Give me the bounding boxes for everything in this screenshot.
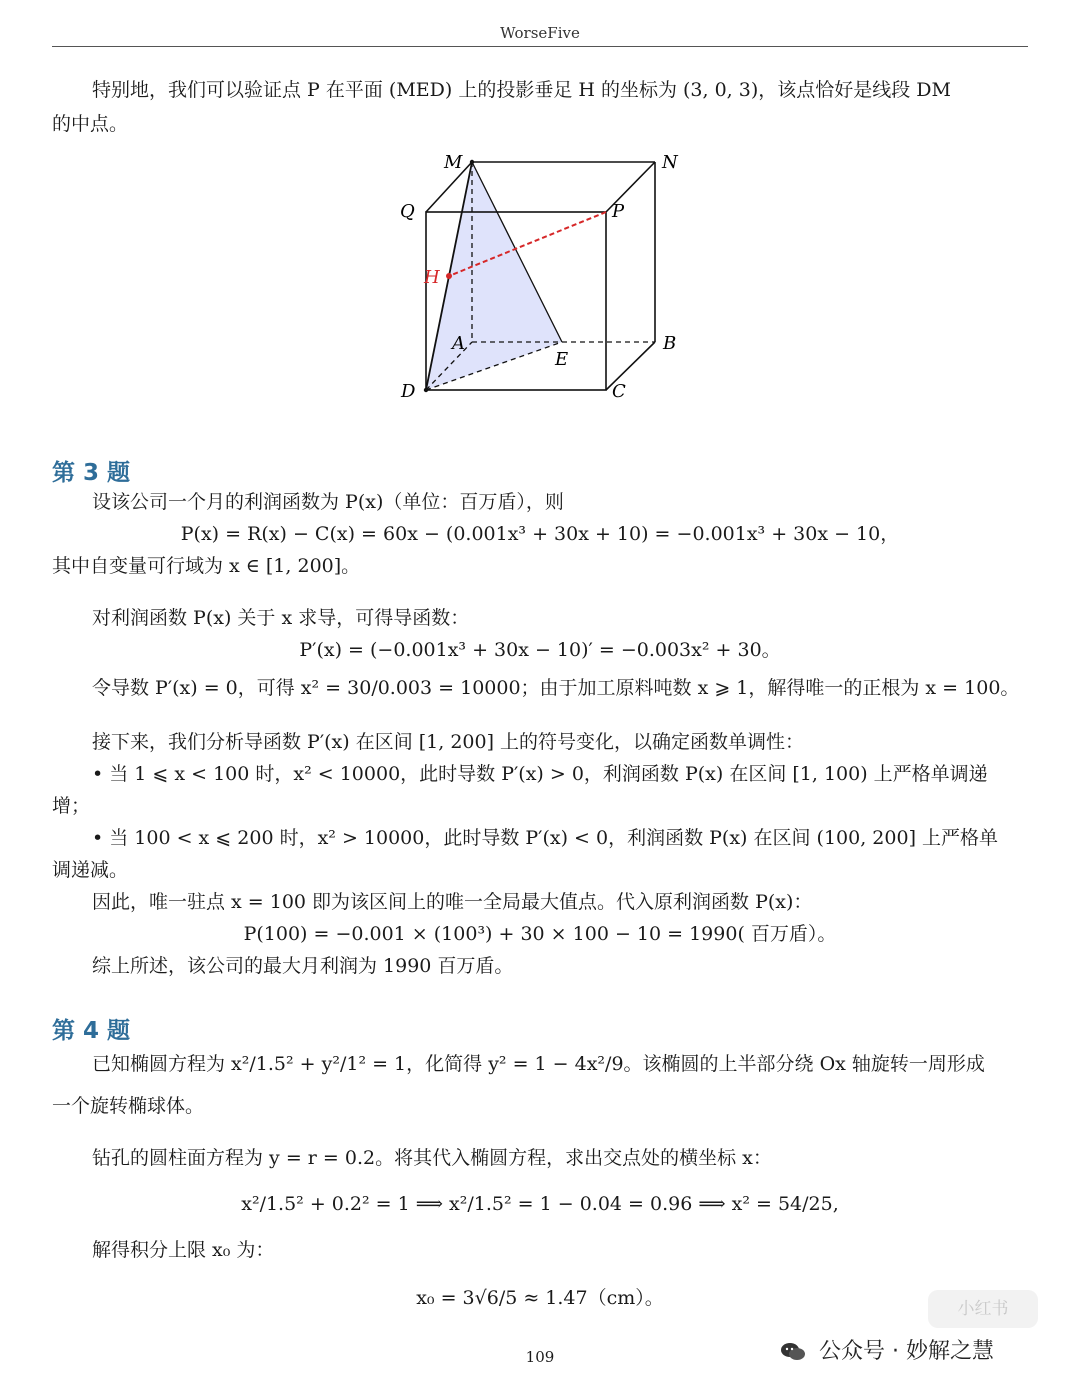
intro-line-1: 特别地，我们可以验证点 P 在平面 (MED) 上的投影垂足 H 的坐标为 (3, 0, 3)，该点恰好是线段 DM — [92, 79, 951, 101]
page-number: 109 — [525, 1348, 555, 1366]
cube-diagram — [380, 145, 710, 410]
q3-line: 接下来，我们分析导函数 P′(x) 在区间 [1, 200] 上的符号变化，以确定函数单调性： — [92, 731, 805, 753]
q3-line: 因此，唯一驻点 x = 100 即为该区间上的唯一全局最大值点。代入原利润函数 P(x)： — [92, 891, 813, 913]
section-title-q3: 第 3 题 — [52, 460, 131, 486]
label-b: B — [663, 333, 677, 354]
q3-equation: P′(x) = (−0.001x³ + 30x − 10)′ = −0.003x² + 30。 — [299, 639, 781, 661]
q4-line: 已知椭圆方程为 x²/1.5² + y²/1² = 1，化简得 y² = 1 − 4x²/9。该椭圆的上半部分绕 Ox 轴旋转一周形成 — [92, 1053, 985, 1075]
point-m — [470, 160, 474, 164]
q3-line: 令导数 P′(x) = 0，可得 x² = 30/0.003 = 10000；由于加工原料吨数 x ⩾ 1，解得唯一的正根为 x = 100。 — [92, 677, 1020, 699]
q3-line: 其中自变量可行域为 x ∈ [1, 200]。 — [52, 555, 361, 577]
q4-line: 一个旋转椭球体。 — [52, 1095, 205, 1117]
running-header: WorseFive — [500, 24, 580, 42]
q4-equation: x²/1.5² + 0.2² = 1 ⟹ x²/1.5² = 1 − 0.04 = 0.96 ⟹ x² = 54/25, — [241, 1193, 839, 1215]
label-n: N — [662, 152, 678, 173]
q3-equation: P(x) = R(x) − C(x) = 60x − (0.001x³ + 30x + 10) = −0.001x³ + 30x − 10， — [180, 523, 900, 545]
q3-line: 设该公司一个月的利润函数为 P(x)（单位：百万盾），则 — [92, 491, 564, 513]
account-watermark-text: 公众号 · 妙解之慧 — [819, 1339, 994, 1364]
platform-logo-watermark: 小红书 — [928, 1290, 1038, 1328]
q3-line: 综上所述，该公司的最大月利润为 1990 百万盾。 — [92, 955, 514, 977]
q3-bullet: • 当 100 < x ⩽ 200 时，x² > 10000，此时导数 P′(x) < 0，利润函数 P(x) 在区间 (100, 200] 上严格单 — [92, 827, 999, 849]
wechat-icon — [780, 1342, 806, 1362]
label-p: P — [612, 201, 625, 222]
label-q: Q — [400, 201, 415, 222]
point-d — [424, 388, 428, 392]
q3-line: 增； — [52, 795, 91, 817]
intro-line-2: 的中点。 — [52, 113, 129, 135]
section-title-q4: 第 4 题 — [52, 1018, 131, 1044]
label-a: A — [452, 333, 465, 354]
q3-line: 对利润函数 P(x) 关于 x 求导，可得导函数： — [92, 607, 470, 629]
header-rule — [52, 46, 1028, 47]
q4-line: 解得积分上限 x₀ 为： — [92, 1239, 275, 1261]
q4-line: 钻孔的圆柱面方程为 y = r = 0.2。将其代入椭圆方程，求出交点处的横坐标 x： — [92, 1147, 772, 1169]
q3-bullet: • 当 1 ⩽ x < 100 时，x² < 10000，此时导数 P′(x) > 0，利润函数 P(x) 在区间 [1, 100) 上严格单调递 — [92, 763, 988, 785]
label-c: C — [612, 381, 626, 402]
label-m: M — [444, 152, 463, 173]
q3-line: 调递减。 — [52, 859, 129, 881]
q3-equation: P(100) = −0.001 × (100³) + 30 × 100 − 10 = 1990( 百万盾）。 — [243, 923, 837, 945]
account-watermark — [780, 1334, 994, 1365]
label-d: D — [401, 381, 416, 402]
label-e: E — [555, 349, 569, 370]
point-h — [446, 273, 452, 279]
label-h: H — [424, 267, 440, 288]
q4-equation: x₀ = 3√6/5 ≈ 1.47（cm）。 — [416, 1287, 664, 1309]
